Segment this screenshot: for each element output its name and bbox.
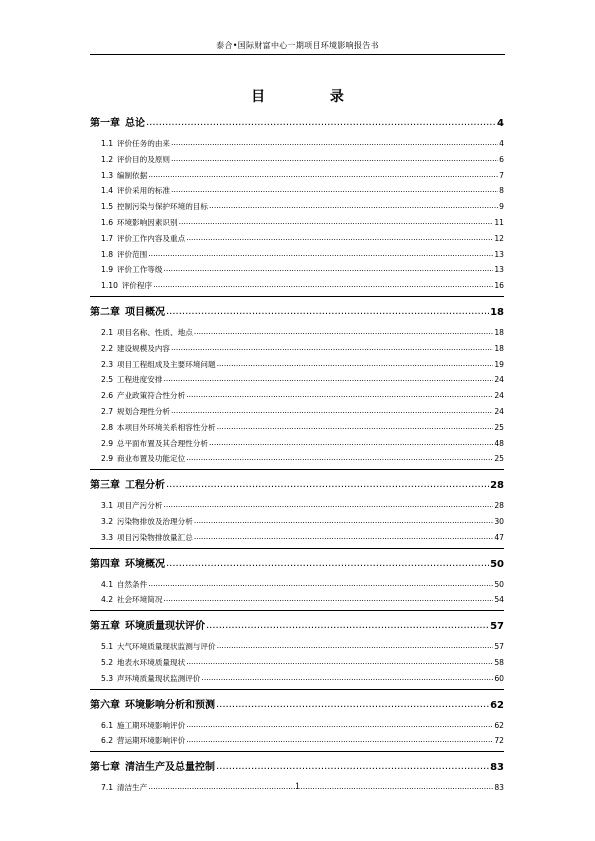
toc-entry-page: 62 — [494, 720, 504, 730]
toc-entry-page: 28 — [490, 480, 504, 492]
toc-entry-page: 50 — [494, 579, 504, 589]
dot-leader — [153, 277, 493, 293]
dot-leader — [163, 371, 493, 387]
dot-leader — [209, 435, 493, 451]
toc-entry-number: 1.1 — [101, 139, 114, 148]
toc-entry-number: 2.9 — [101, 438, 114, 448]
toc-section-entry[interactable] — [90, 325, 504, 341]
toc-section-entry[interactable] — [90, 498, 504, 514]
toc-section-entry[interactable] — [90, 592, 504, 608]
toc-entry-label: 环境影响因素识别 — [116, 217, 178, 227]
chapter-separator — [90, 548, 504, 550]
toc-section-entry[interactable] — [90, 247, 504, 263]
toc-entry-number: 2.3 — [101, 359, 114, 369]
toc-section-entry[interactable] — [90, 420, 504, 436]
dot-leader — [201, 670, 493, 686]
toc-entry-page: 4 — [499, 139, 504, 148]
dot-leader — [166, 552, 489, 576]
toc-entry-label: 环境概况 — [125, 558, 165, 570]
toc-chapter-entry[interactable] — [90, 756, 504, 780]
toc-section-entry[interactable] — [90, 530, 504, 546]
toc-entry-number: 4.1 — [101, 579, 114, 589]
dot-leader — [194, 529, 494, 545]
toc-entry-page: 57 — [490, 621, 504, 633]
toc-section-entry[interactable] — [90, 671, 504, 687]
toc-entry-page: 47 — [494, 532, 504, 542]
toc-section-entry[interactable] — [90, 341, 504, 357]
toc-entry-page: 83 — [494, 783, 504, 793]
toc-entry-number: 1.10 — [101, 281, 118, 291]
toc-entry-number: 2.6 — [101, 391, 114, 401]
toc-entry-page: 48 — [494, 438, 504, 448]
toc-entry-label: 污染物排放及治理分析 — [116, 516, 193, 526]
toc-entry-page: 16 — [494, 281, 504, 291]
toc-entry-number: 2.2 — [101, 343, 114, 353]
dot-leader — [217, 638, 494, 654]
toc-entry-label: 评价任务的由来 — [116, 139, 171, 148]
toc-entry-page: 18 — [490, 306, 504, 318]
toc-entry-label: 地表水环境质量现状 — [116, 657, 186, 667]
toc-entry-number: 1.9 — [101, 265, 114, 275]
toc-entry-page: 12 — [494, 233, 504, 243]
chapter-separator — [90, 296, 504, 298]
toc-entry-page: 13 — [494, 249, 504, 259]
toc-entry-label: 评价工作内容及重点 — [116, 233, 186, 243]
toc-entry-label: 大气环境质量现状监测与评价 — [116, 642, 216, 652]
chapter-separator — [90, 610, 504, 612]
dot-leader — [148, 167, 498, 183]
dot-leader — [171, 340, 493, 356]
toc-entry-label: 自然条件 — [116, 579, 148, 589]
toc-entry-page: 83 — [490, 762, 504, 774]
toc-section-entry[interactable] — [90, 388, 504, 404]
toc-section-entry[interactable] — [90, 514, 504, 530]
toc-entry-label: 清洁生产及总量控制 — [125, 762, 215, 774]
toc-entry-page: 24 — [494, 375, 504, 385]
toc-entry-number: 3.1 — [101, 501, 114, 511]
toc-section-entry[interactable] — [90, 215, 504, 231]
toc-entry-number: 1.5 — [101, 202, 114, 212]
dot-leader — [186, 230, 493, 246]
toc-entry-page: 4 — [497, 118, 504, 129]
dot-leader — [186, 717, 493, 733]
toc-entry-number: 1.8 — [101, 249, 114, 259]
toc-entry-page: 25 — [494, 422, 504, 432]
toc-entry-page: 8 — [499, 186, 504, 196]
toc-entry-page: 19 — [494, 359, 504, 369]
toc-entry-label: 评价目的及原则 — [116, 154, 171, 164]
toc-entry-page: 24 — [494, 406, 504, 416]
toc-entry-number: 3.2 — [101, 516, 114, 526]
table-of-contents — [90, 112, 504, 796]
chapter-separator — [90, 469, 504, 471]
toc-entry-label: 环境质量现状评价 — [125, 621, 205, 633]
toc-entry-number: 2.8 — [101, 422, 114, 432]
toc-entry-number: 4.2 — [101, 595, 114, 605]
toc-entry-number: 第一章 — [90, 118, 120, 129]
toc-section-entry[interactable] — [90, 278, 504, 294]
toc-entry-label: 评价程序 — [121, 281, 153, 291]
toc-entry-label: 评价工作等级 — [116, 265, 163, 275]
dot-leader — [166, 473, 489, 497]
toc-entry-page: 62 — [490, 699, 504, 711]
toc-section-entry[interactable] — [90, 718, 504, 734]
toc-entry-number: 1.4 — [101, 186, 114, 196]
dot-leader — [171, 135, 498, 151]
dot-leader — [146, 111, 496, 135]
toc-entry-page: 25 — [494, 454, 504, 464]
toc-entry-number: 7.1 — [101, 783, 114, 793]
dot-leader — [186, 654, 493, 670]
toc-section-entry[interactable] — [90, 183, 504, 199]
dot-leader — [166, 300, 489, 324]
toc-entry-page: 13 — [494, 265, 504, 275]
toc-section-entry[interactable] — [90, 231, 504, 247]
toc-entry-page: 6 — [499, 154, 504, 164]
toc-entry-number: 第七章 — [90, 762, 120, 774]
toc-chapter-entry[interactable] — [90, 112, 504, 136]
toc-entry-number: 第六章 — [90, 699, 120, 711]
toc-entry-page: 60 — [494, 673, 504, 683]
toc-chapter-entry[interactable] — [90, 553, 504, 577]
toc-entry-label: 营运期环境影响评价 — [116, 736, 186, 746]
dot-leader — [194, 324, 494, 340]
toc-entry-label: 项目污染物排放量汇总 — [116, 532, 193, 542]
dot-leader — [148, 576, 493, 592]
dot-leader — [194, 513, 494, 529]
toc-section-entry[interactable] — [90, 357, 504, 373]
toc-entry-page: 24 — [494, 391, 504, 401]
toc-entry-number: 1.3 — [101, 170, 114, 180]
toc-section-entry[interactable] — [90, 199, 504, 215]
toc-entry-label: 编制依据 — [116, 170, 148, 180]
toc-entry-number: 第三章 — [90, 480, 120, 492]
toc-entry-label: 项目名称、性质、地点 — [116, 327, 193, 337]
dot-leader — [171, 151, 498, 167]
chapter-separator — [90, 751, 504, 753]
toc-entry-number: 3.3 — [101, 532, 114, 542]
toc-entry-number: 2.5 — [101, 375, 114, 385]
chapter-separator — [90, 689, 504, 691]
toc-entry-label: 工程进度安排 — [116, 375, 163, 385]
toc-entry-page: 11 — [494, 217, 504, 227]
toc-entry-label: 本项目外环境关系相容性分析 — [116, 422, 216, 432]
toc-section-entry[interactable] — [90, 577, 504, 593]
dot-leader — [171, 403, 493, 419]
toc-entry-label: 产业政策符合性分析 — [116, 391, 186, 401]
toc-entry-number: 1.2 — [101, 154, 114, 164]
toc-entry-page: 9 — [499, 202, 504, 212]
toc-entry-number: 5.3 — [101, 673, 114, 683]
toc-section-entry[interactable] — [90, 639, 504, 655]
toc-entry-page: 57 — [494, 642, 504, 652]
toc-entry-label: 施工期环境影响评价 — [116, 720, 186, 730]
dot-leader — [217, 419, 494, 435]
toc-chapter-entry[interactable] — [90, 301, 504, 325]
toc-section-entry[interactable] — [90, 404, 504, 420]
dot-leader — [186, 450, 493, 466]
toc-entry-label: 商业布置及功能定位 — [116, 454, 186, 464]
toc-entry-label: 声环境质量现状监测评价 — [116, 673, 201, 683]
dot-leader — [209, 198, 498, 214]
toc-entry-number: 5.2 — [101, 657, 114, 667]
toc-entry-label: 规划合理性分析 — [116, 406, 171, 416]
dot-leader — [171, 182, 498, 198]
toc-entry-label: 控制污染与保护环境的目标 — [116, 202, 208, 212]
toc-chapter-entry[interactable] — [90, 474, 504, 498]
toc-section-entry[interactable] — [90, 372, 504, 388]
toc-section-entry[interactable] — [90, 436, 504, 452]
toc-entry-number: 第五章 — [90, 621, 120, 633]
dot-leader — [216, 755, 489, 779]
toc-chapter-entry[interactable] — [90, 615, 504, 639]
toc-entry-label: 总论 — [125, 118, 145, 129]
toc-entry-label: 社会环境简况 — [116, 595, 163, 605]
dot-leader — [216, 693, 489, 717]
toc-entry-number: 5.1 — [101, 642, 114, 652]
toc-entry-page: 7 — [499, 170, 504, 180]
toc-section-entry[interactable] — [90, 733, 504, 749]
page-number: 1 — [294, 782, 301, 791]
toc-entry-label: 总平面布置及其合理性分析 — [116, 438, 208, 448]
toc-entry-number: 6.2 — [101, 736, 114, 746]
toc-entry-number: 6.1 — [101, 720, 114, 730]
toc-entry-page: 18 — [494, 343, 504, 353]
toc-entry-label: 环境影响分析和预测 — [125, 699, 215, 711]
toc-entry-label: 评价采用的标准 — [116, 186, 171, 196]
dot-leader — [163, 261, 493, 277]
dot-leader — [186, 387, 493, 403]
running-header: 泰合•国际财富中心一期项目环境影响报告书 — [216, 41, 379, 50]
header-rule — [90, 54, 505, 55]
toc-entry-label: 评价范围 — [116, 249, 148, 259]
toc-entry-page: 54 — [494, 595, 504, 605]
toc-entry-label: 项目工程组成及主要环境问题 — [116, 359, 216, 369]
page-title: 目 录 — [251, 89, 374, 105]
toc-entry-page: 28 — [494, 501, 504, 511]
toc-entry-number: 第四章 — [90, 558, 120, 570]
toc-section-entry[interactable] — [90, 152, 504, 168]
toc-section-entry[interactable] — [90, 136, 504, 152]
toc-entry-label: 项目产污分析 — [116, 501, 163, 511]
dot-leader — [148, 246, 493, 262]
toc-entry-page: 30 — [494, 516, 504, 526]
toc-entry-number: 1.7 — [101, 233, 114, 243]
dot-leader — [163, 497, 493, 513]
toc-entry-page: 72 — [494, 736, 504, 746]
dot-leader — [179, 214, 494, 230]
toc-entry-label: 建设规模及内容 — [116, 343, 171, 353]
toc-entry-number: 1.6 — [101, 217, 114, 227]
toc-section-entry[interactable] — [90, 655, 504, 671]
dot-leader — [163, 591, 493, 607]
toc-section-entry[interactable] — [90, 168, 504, 184]
toc-entry-label: 工程分析 — [125, 480, 165, 492]
dot-leader — [217, 356, 494, 372]
toc-entry-number: 第二章 — [90, 306, 120, 318]
toc-entry-number: 2.9 — [101, 454, 114, 464]
toc-entry-page: 50 — [490, 558, 504, 570]
dot-leader — [206, 614, 489, 638]
toc-entry-number: 2.1 — [101, 327, 114, 337]
toc-entry-label: 清洁生产 — [116, 783, 148, 793]
dot-leader — [186, 732, 493, 748]
toc-entry-number: 2.7 — [101, 406, 114, 416]
toc-section-entry[interactable] — [90, 262, 504, 278]
toc-entry-page: 18 — [494, 327, 504, 337]
toc-chapter-entry[interactable] — [90, 694, 504, 718]
toc-entry-page: 58 — [494, 657, 504, 667]
toc-entry-label: 项目概况 — [125, 306, 165, 318]
toc-section-entry[interactable] — [90, 451, 504, 467]
